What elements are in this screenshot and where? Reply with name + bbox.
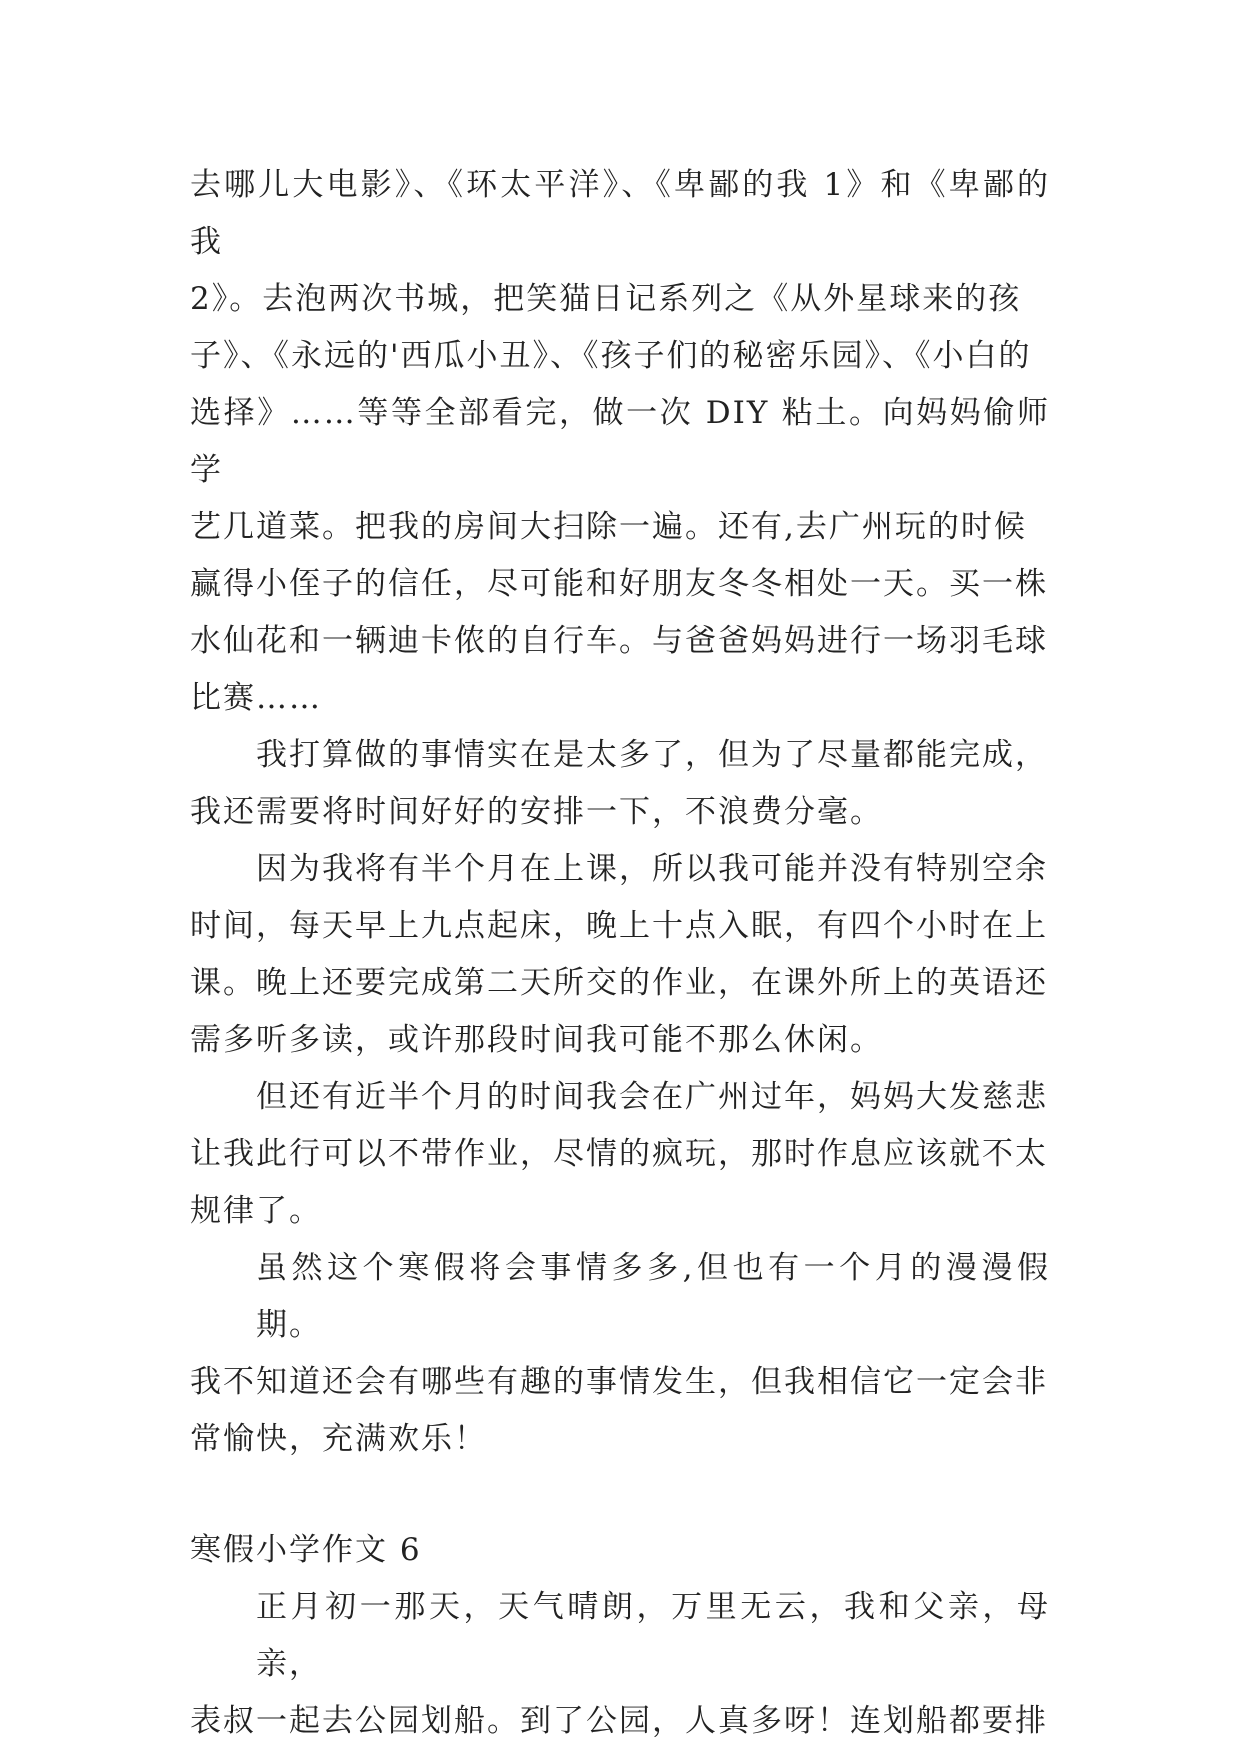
text-line: 赢得小侄子的信任，尽可能和好朋友冬冬相处一天。买一株 [190,566,1048,602]
text-line: 表叔一起去公园划船。到了公园，人真多呀！连划船都要排 [190,1703,1048,1739]
text-line: 让我此行可以不带作业，尽情的疯玩，那时作息应该就不太 [190,1136,1048,1172]
text-line: 因为我将有半个月在上课，所以我可能并没有特别空余 [256,851,1048,887]
text-line: 子》、《永远的'西瓜小丑》、《孩子们的秘密乐园》、《小白的 [190,338,1032,374]
text-line: 正月初一那天，天气晴朗，万里无云，我和父亲，母亲， [256,1589,1050,1682]
document-body [190,157,1050,1750]
text-line: 我还需要将时间好好的安排一下，不浪费分毫。 [190,794,883,830]
text-line: 时间，每天早上九点起床，晚上十点入眠，有四个小时在上 [190,908,1048,944]
text-line: 常愉快，充满欢乐！ [190,1421,487,1457]
text-line: 水仙花和一辆迪卡侬的自行车。与爸爸妈妈进行一场羽毛球 [190,623,1048,659]
text-line: 需多听多读，或许那段时间我可能不那么休闲。 [190,1022,883,1058]
text-line: 艺几道菜。把我的房间大扫除一遍。还有,去广州玩的时候 [190,509,1027,545]
text-line: 选择》……等等全部看完，做一次 DIY 粘土。向妈妈偷师学 [190,395,1050,488]
paragraph-3 [190,841,1050,1069]
paragraph-5 [190,1240,1050,1468]
text-line: 课。晚上还要完成第二天所交的作业，在课外所上的英语还 [190,965,1048,1001]
text-line: 比赛…… [190,680,322,716]
text-line: 我打算做的事情实在是太多了，但为了尽量都能完成， [256,737,1048,773]
paragraph-1 [190,157,1050,727]
text-line: 规律了。 [190,1193,322,1229]
text-line: 我不知道还会有哪些有趣的事情发生，但我相信它一定会非 [190,1364,1048,1400]
paragraph-4 [190,1069,1050,1240]
text-line: 虽然这个寒假将会事情多多,但也有一个月的漫漫假期。 [256,1250,1050,1343]
text-line: 2》。去泡两次书城，把笑猫日记系列之《从外星球来的孩 [190,281,1022,317]
text-line: 去哪儿大电影》、《环太平洋》、《卑鄙的我 1》和《卑鄙的我 [190,167,1050,260]
section-heading: 寒假小学作文 6 [190,1532,422,1568]
section-paragraph-1 [190,1579,1050,1750]
text-line: 但还有近半个月的时间我会在广州过年，妈妈大发慈悲 [256,1079,1048,1115]
paragraph-2 [190,727,1050,841]
